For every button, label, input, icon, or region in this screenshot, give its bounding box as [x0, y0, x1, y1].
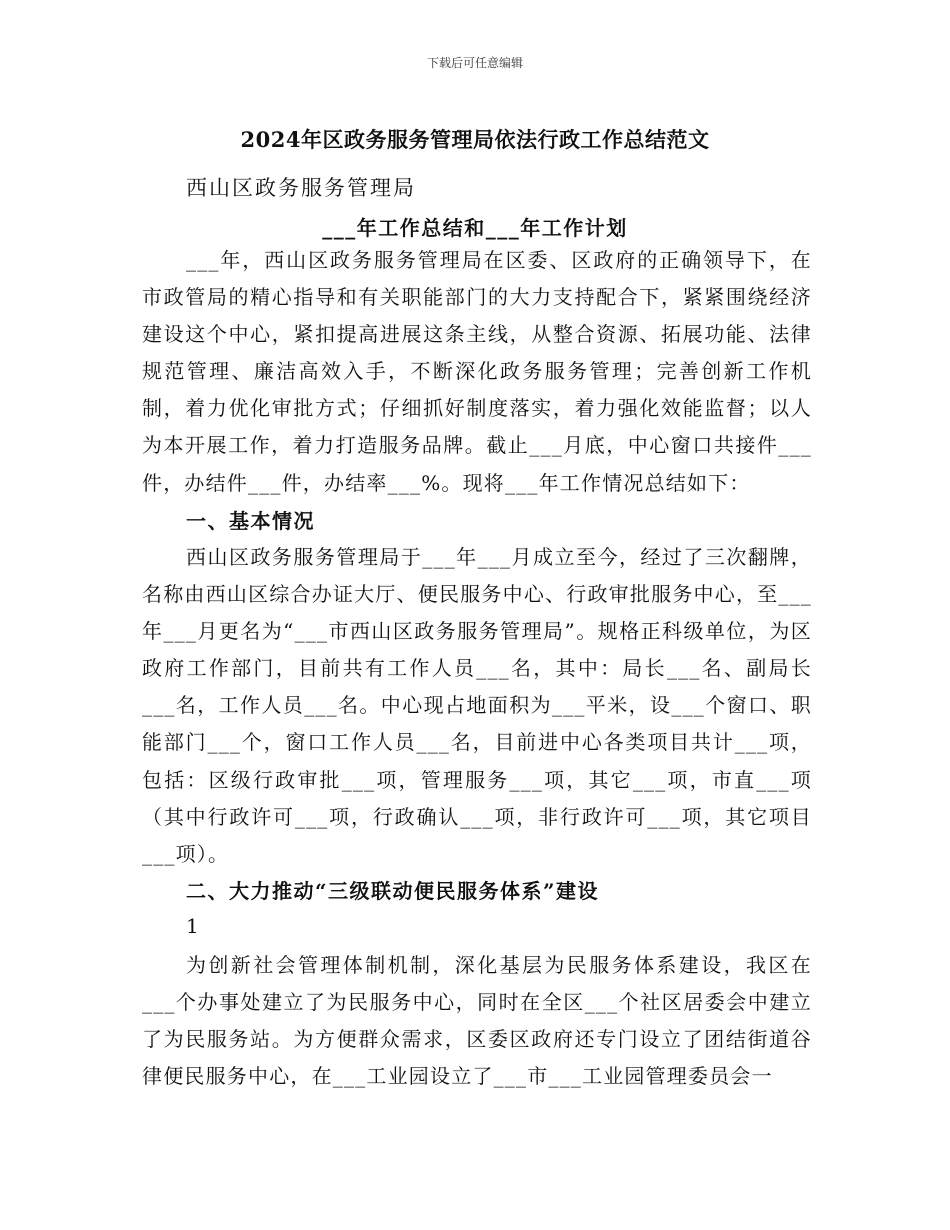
- section-heading-system: 二、大力推动“三级联动便民服务体系”建设: [186, 879, 600, 903]
- service-system-paragraph: 为创新社会管理体制机制，深化基层为民服务体系建设，我区在___个办事处建立了为民服务中心，同时在全区___个社区居委会中建立了为民服务站。为方便群众需求，区委区政府还专门设立了团结街道谷律便民服务中心，在___工业园设立了___市___工业园管理委员会一: [142, 953, 812, 1089]
- basic-info-paragraph: 西山区政务服务管理局于___年___月成立至今，经过了三次翻牌，名称由西山区综合办证大厅、便民服务中心、行政审批服务中心，至___年___月更名为“___市西山区政务服务管理局”。规格正科级单位，为区政府工作部门，目前共有工作人员___名，其中：局长___名、副局长___名，工作人员___名。中心现占地面积为___平米，设___个窗口、职能部门___个，窗口工作人员___名，目前进中心各类项目共计___项，包括：区级行政审批___项，管理服务___项，其它___项，市直___项（其中行政许可___项，行政确认___项，非行政许可___项，其它项目___项）。: [142, 545, 812, 866]
- intro-paragraph: ___年，西山区政务服务管理局在区委、区政府的正确领导下，在市政管局的精心指导和有关职能部门的大力支持配合下，紧紧围绕经济建设这个中心，紧扣提高进展这条主线，从整合资源、拓展功能、法律规范管理、廉洁高效入手，不断深化政务服务管理；完善创新工作机制，着力优化审批方式；仔细抓好制度落实，着力强化效能监督；以人为本开展工作，着力打造服务品牌。截止___月底，中心窗口共接件___件，办结件___件，办结率___%。现将___年工作情况总结如下：: [142, 248, 812, 495]
- document-title: 2024年区政务服务管理局依法行政工作总结范文: [240, 127, 710, 152]
- document-subtitle: ___年工作总结和___年工作计划: [322, 216, 628, 240]
- page-header-note: 下载后可任意编辑: [426, 56, 523, 70]
- section-heading-basic: 一、基本情况: [186, 509, 315, 533]
- organization-name: 西山区政务服务管理局: [186, 176, 416, 200]
- item-number: 1: [186, 914, 199, 938]
